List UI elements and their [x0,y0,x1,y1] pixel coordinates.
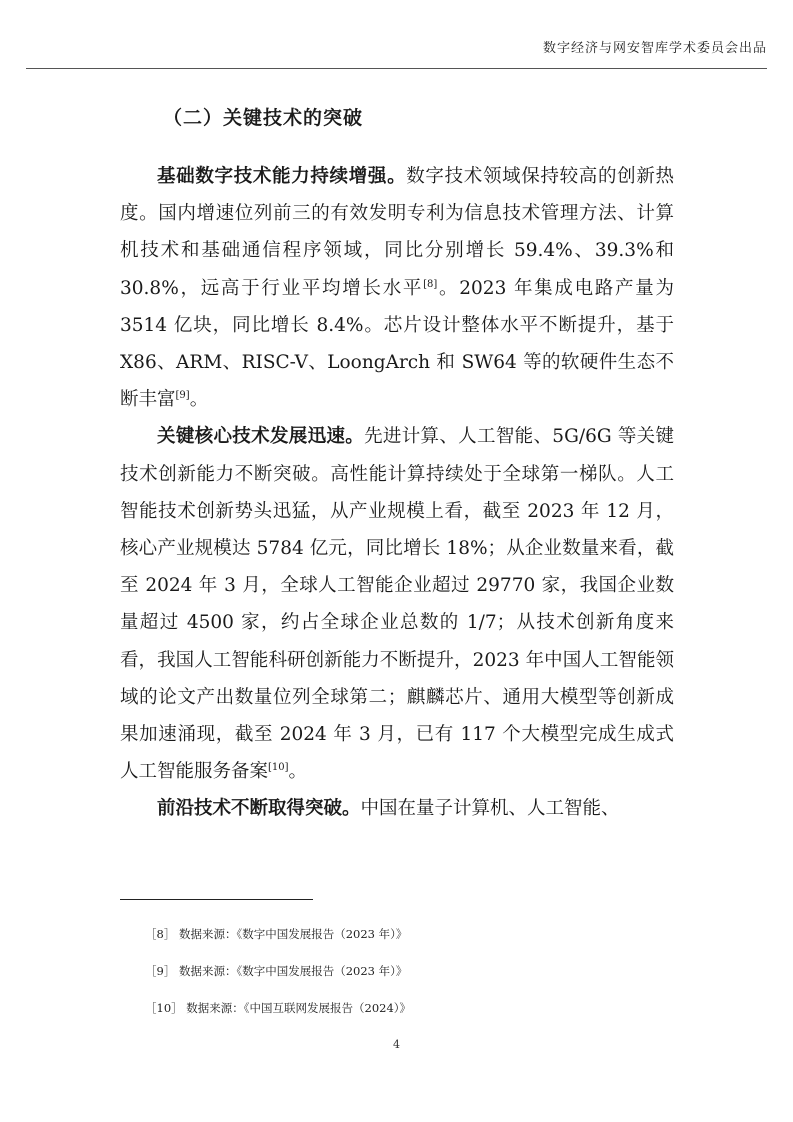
paragraph-lead: 关键核心技术发展迅速。 [157,426,365,448]
paragraph-frontier-tech [120,790,674,827]
footnote-8: ［8］ 数据来源：《数字中国发展报告（2023 年）》 [145,927,408,941]
section-title: （二）关键技术的突破 [163,107,364,129]
paragraph-lead: 前沿技术不断取得突破。 [157,798,361,820]
footnote-10: ［10］ 数据来源：《中国互联网发展报告（2024）》 [145,1001,412,1015]
body-text [120,158,674,828]
paragraph-text: 。 [288,761,308,783]
paragraph-text: 。 [189,389,209,411]
page-header: 数字经济与网安智库学术委员会出品 [542,41,767,56]
paragraph-basic-digital-tech [120,158,674,418]
footnote-divider [120,899,313,900]
paragraph-text: 。2023 年集成电路产量为 3514 亿块，同比增长 8.4%。芯片设计整体水平不断提升，基于 X86、ARM、RISC-V、LoongArch 和 SW64 等的软硬件生态不断丰富 [120,277,674,411]
footnote-ref[interactable]: [10] [268,762,289,774]
header-divider [26,68,767,69]
footnote-ref[interactable]: [8] [423,278,438,290]
paragraph-key-core-tech [120,418,674,790]
paragraph-text: 数字技术领域保持较高的创新热度。国内增速位列前三的有效发明专利为信息技术管理方法、计算机技术和基础通信程序领域，同比分别增长 59.4%、39.3%和 30.8%，远高于行业平均增长水平 [120,166,674,299]
paragraph-lead: 基础数字技术能力持续增强。 [157,166,407,187]
paragraph-text: 先进计算、人工智能、5G/6G 等关键技术创新能力不断突破。高性能计算持续处于全球第一梯队。人工智能技术创新势头迅猛，从产业规模上看，截至 2023 年 12 月，核心产业规模达 5784 亿元，同比增长 18%；从企业数量来看，截至 2024 年 3 月，全球人工智能企业超过 29770 家，我国企业数量超过 4500 家，约占全球企业总数的 1/7；从技术创新角度来看，我国人工智能科研创新能力不断提升，2023 年中国人工智能领域的论文产出数量位列全球第二；麒麟芯片、通用大模型等创新成果加速涌现，截至 2024 年 3 月，已有 117 个大模型完成生成式人工智能服务备案 [120,426,674,783]
paragraph-text: 中国在量子计算机、人工智能、 [360,798,620,820]
footnote-9: ［9］ 数据来源：《数字中国发展报告（2023 年）》 [145,964,408,978]
page-number: 4 [393,1038,400,1051]
footnote-ref[interactable]: [9] [175,390,190,402]
